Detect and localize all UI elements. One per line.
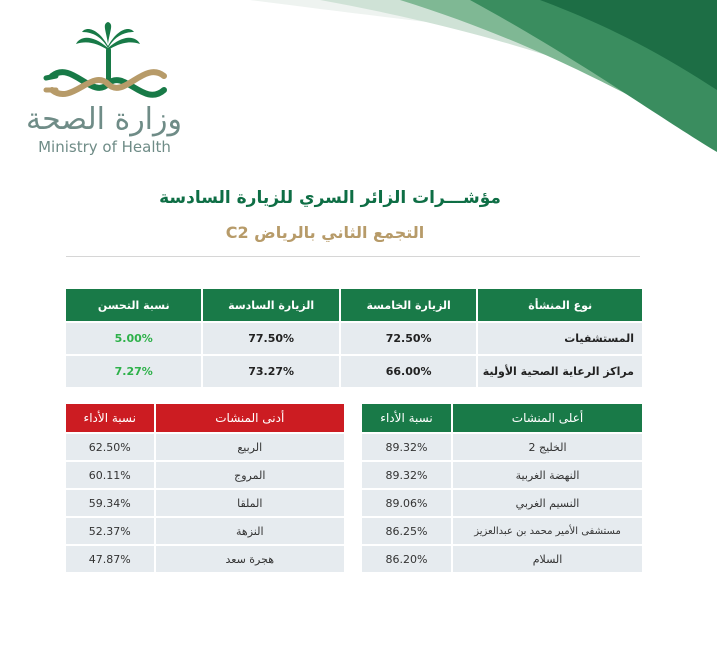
facility-name-cell: الربيع [156,434,344,460]
table-row [362,518,642,544]
performance-cell: 47.87% [66,546,154,572]
header-fifth-visit: الزيارة الخامسة [341,289,476,321]
table-row [66,490,344,516]
facility-name-cell: السلام [453,546,642,572]
table-row [66,518,344,544]
fifth-visit-cell: 66.00% [341,356,476,387]
facility-name-cell: النهضة الغربية [453,462,642,488]
facility-type-cell: مراكز الرعاية الصحية الأولية [478,356,642,387]
performance-cell: 89.06% [362,490,451,516]
fifth-visit-cell: 72.50% [341,323,476,354]
divider [66,256,640,257]
facility-name-cell: مستشفى الأمير محمد بن عبدالعزيز [453,518,642,544]
table-row [66,323,642,354]
facility-name-cell: النسيم الغربي [453,490,642,516]
header-top-facilities: أعلى المنشات [453,404,642,432]
table-header-row [66,404,344,432]
logo-english-text: Ministry of Health [38,138,171,156]
table-row [66,462,344,488]
sixth-visit-cell: 77.50% [203,323,339,354]
performance-cell: 52.37% [66,518,154,544]
facility-name-cell: النزهة [156,518,344,544]
table-row [66,356,642,387]
lowest-facilities-table [64,402,346,574]
header-lowest-facilities: أدنى المنشات [156,404,344,432]
improvement-cell: 5.00% [66,323,201,354]
header-performance: نسبة الأداء [66,404,154,432]
table-row [362,546,642,572]
facility-name-cell: هجرة سعد [156,546,344,572]
facility-name-cell: المروج [156,462,344,488]
performance-cell: 62.50% [66,434,154,460]
header-performance: نسبة الأداء [362,404,451,432]
header-sixth-visit: الزيارة السادسة [203,289,339,321]
header-facility-type: نوع المنشأة [478,289,642,321]
performance-cell: 60.11% [66,462,154,488]
page-subtitle: التجمع الثاني بالرياض C2 [225,223,425,242]
table-row [362,434,642,460]
facility-type-cell: المستشفيات [478,323,642,354]
table-row [362,462,642,488]
performance-cell: 86.20% [362,546,451,572]
performance-cell: 89.32% [362,434,451,460]
visits-comparison-table [64,287,644,389]
table-header-row [66,289,642,321]
top-facilities-table [360,402,644,574]
performance-cell: 59.34% [66,490,154,516]
page-title: مؤشـــرات الزائر السري للزيارة السادسة [159,188,501,208]
performance-cell: 89.32% [362,462,451,488]
performance-cell: 86.25% [362,518,451,544]
sixth-visit-cell: 73.27% [203,356,339,387]
facility-name-cell: الخليج 2 [453,434,642,460]
header-improvement: نسبة التحسن [66,289,201,321]
table-row [66,546,344,572]
table-header-row [362,404,642,432]
table-row [362,490,642,516]
improvement-cell: 7.27% [66,356,201,387]
logo-arabic-text: وزارة الصحة [26,102,182,137]
table-row [66,434,344,460]
facility-name-cell: الملقا [156,490,344,516]
